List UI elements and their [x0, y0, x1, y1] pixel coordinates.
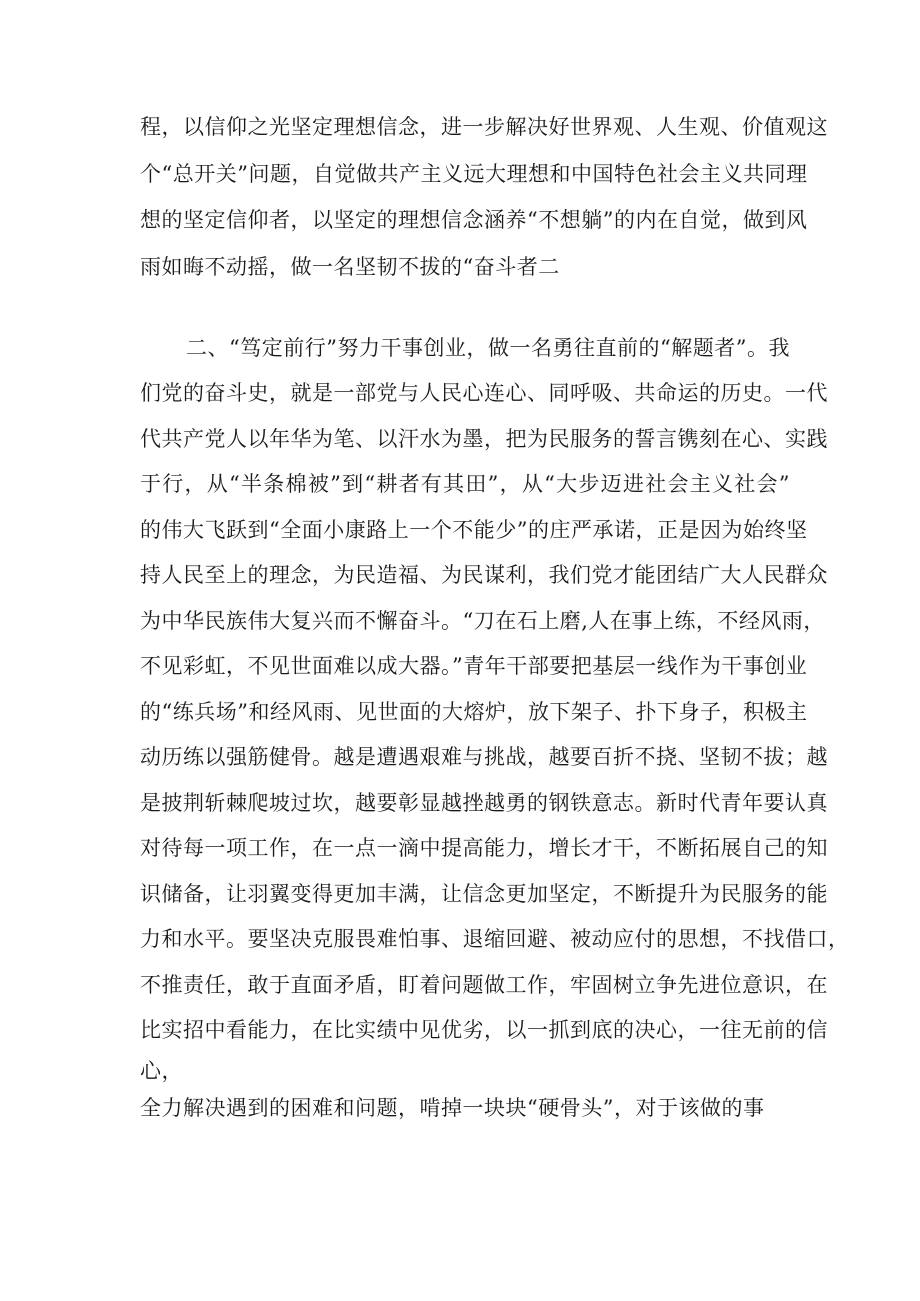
paragraph-2-line-6: 持人民至上的理念，为民造福、为民谋利，我们党才能团结广大人民群众	[140, 563, 828, 587]
paragraph-2-line-12: 对待每一项工作，在一点一滴中提高能力，增长才干，不断拓展自己的知	[140, 836, 828, 860]
paragraph-2-line-17: 心，	[140, 1059, 183, 1083]
paragraph-2-line-15: 不推责任，敢于直面矛盾，盯着问题做工作，牢固树立争先进位意识，在	[140, 973, 828, 997]
paragraph-1-line-3: 想的坚定信仰者，以坚定的理想信念涵养“不想躺”的内在自觉，做到风	[140, 208, 808, 232]
paragraph-2-line-4: 于行，从“半条棉被”到“耕者有其田”，从“大步迈进社会主义社会”	[140, 472, 790, 496]
paragraph-2-trailing-line: 全力解决遇到的困难和问题，啃掉一块块“硬骨头”，对于该做的事	[140, 1096, 765, 1120]
paragraph-2-line-7: 为中华民族伟大复兴而不懈奋斗。“刀在石上磨,人在事上练，不经风雨，	[140, 609, 825, 633]
paragraph-2-line-9: 的“练兵场”和经风雨、见世面的大熔炉，放下架子、扑下身子，积极主	[140, 700, 808, 724]
paragraph-2-line-2: 们党的奋斗史，就是一部党与人民心连心、同呼吸、共命运的历史。一代	[140, 381, 828, 405]
paragraph-1-line-4: 雨如晦不动摇，做一名坚韧不拔的“奋斗者二	[140, 255, 560, 279]
paragraph-2-line-11: 是披荆斩棘爬坡过坎，越要彰显越挫越勇的钢铁意志。新时代青年要认真	[140, 791, 828, 815]
paragraph-2-line-10: 动历练以强筋健骨。越是遭遇艰难与挑战，越要百折不挠、坚韧不拔；越	[140, 745, 828, 769]
paragraph-2-line-14: 力和水平。要坚决克服畏难怕事、退缩回避、被动应付的思想，不找借口，	[140, 927, 850, 951]
paragraph-2-line-16: 比实招中看能力，在比实绩中见优劣，以一抓到底的决心，一往无前的信	[140, 1018, 828, 1042]
paragraph-2-line-13: 识储备，让羽翼变得更加丰满，让信念更加坚定，不断提升为民服务的能	[140, 882, 828, 906]
paragraph-1-line-2: 个“总开关”问题，自觉做共产主义远大理想和中国特色社会主义共同理	[140, 162, 808, 186]
paragraph-2-line-5: 的伟大飞跃到“全面小康路上一个不能少”的庄严承诺，正是因为始终坚	[140, 518, 808, 542]
paragraph-2-line-8: 不见彩虹，不见世面难以成大器。”青年干部要把基层一线作为干事创业	[140, 654, 808, 678]
paragraph-1-line-1: 程，以信仰之光坚定理想信念，进一步解决好世界观、人生观、价值观这	[140, 115, 828, 139]
paragraph-2-line-1: 二、“笃定前行”努力干事创业，做一名勇往直前的“解题者”。我	[186, 336, 790, 360]
paragraph-2-line-3: 代共产党人以年华为笔、以汗水为墨，把为民服务的誓言镌刻在心、实践	[140, 427, 828, 451]
